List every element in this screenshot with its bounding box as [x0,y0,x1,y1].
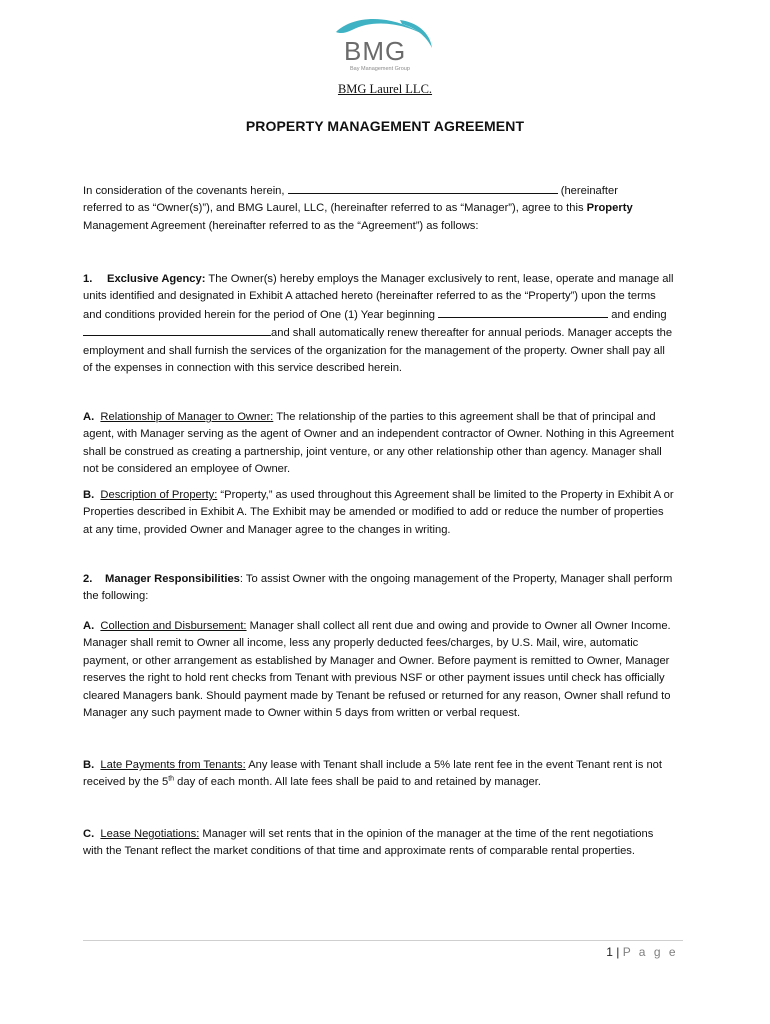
intro-paragraph: In consideration of the covenants herein, (hereinafter referred to as “Owner(s)”), and BMG Laurel, LLC, (hereinafter referred to as “Manager”), agree to this Property Management Agreement (hereinafter referred to as the “Agreement”) as follows: [83,182,675,235]
section-heading: Collection and Disbursement: [100,620,247,632]
page-separator: | [616,945,620,959]
section-lease-negotiations: C. Lease Negotiations: Manager will set rents that in the opinion of the manager at the time of the rent negotiations with the Tenant reflect the market conditions of that time and approximate rents of comparable rental properties. [83,828,654,858]
section-late-payments: B. Late Payments from Tenants: Any lease with Tenant shall include a 5% late rent fee in the event Tenant rent is not received by the 5th day of each month. All late fees shall be paid to and retained by manager. [83,759,663,789]
section-heading: Exclusive Agency: [107,273,206,285]
footer-divider [83,940,683,941]
section-manager-responsibilities: 2. Manager Responsibilities: To assist Owner with the ongoing management of the Property, Manager shall perform the following: [83,573,673,603]
section-heading: Description of Property: [100,489,218,501]
document-title: PROPERTY MANAGEMENT AGREEMENT [245,118,525,134]
section-heading: Lease Negotiations: [100,828,200,840]
owner-name-blank[interactable] [288,182,558,194]
page-footer [606,945,678,959]
page-label: P a g e [622,945,678,959]
start-date-blank[interactable] [438,306,608,318]
section-heading: Manager Responsibilities [105,573,240,585]
section-collection-disbursement: A. Collection and Disbursement: Manager shall collect all rent due and owing and provide to Owner all Owner Income. Manager shall remit to Owner all income, less any properly deducted fees/charges, by U.S. Mail, wire, automatic payment, or other arrangement as established by Manager and Owner. Before payment is remitted to Owner, Manager reserves the right to hold rent checks from Tenant with previous NSF or other payment issues until check has officially cleared Managers bank. Should payment made by Tenant be refused or returned for any reason, Owner shall refund to Manager any such payment made to Owner within 5 days from written or verbal request. [83,620,671,720]
section-heading: Late Payments from Tenants: [100,759,246,771]
section-description-of-property: B. Description of Property: “Property,” as used throughout this Agreement shall be limited to the Property in Exhibit A or Properties described in Exhibit A. The Exhibit may be amended or modified to add or reduce the number of properties at any time, provided Owner and Manager agree to the changes in writing. [83,489,674,536]
page-number: 1 [606,945,613,959]
bmg-logo [330,14,436,78]
section-relationship: A. Relationship of Manager to Owner: The relationship of the parties to this agreement shall be that of principal and agent, with Manager serving as the agent of Owner and an independent contractor of Owner. Nothing in this Agreement shall be construed as creating a partnership, joint venture, or any other relationship other than agency. Manager shall not be considered an employee of Owner. [83,411,674,476]
entity-name: BMG Laurel LLC. [337,82,433,96]
section-heading: Relationship of Manager to Owner: [100,411,274,423]
logo-subtext: Bay Management Group [350,66,410,72]
section-exclusive-agency: 1. Exclusive Agency: The Owner(s) hereby employs the Manager exclusively to rent, lease, operate and manage all units identified and designated in Exhibit A attached hereto (hereinafter referred to as the “Property”) upon the terms and conditions provided herein for the period of One (1) Year beginning and ending and shall automatically renew thereafter for annual periods. Manager accepts the employment and shall furnish the services of the organization for the management of the property. Owner shall pay all of the expenses in connection with this service described herein. [83,273,674,375]
end-date-blank[interactable] [83,324,271,336]
logo-text: BMG [344,36,407,66]
